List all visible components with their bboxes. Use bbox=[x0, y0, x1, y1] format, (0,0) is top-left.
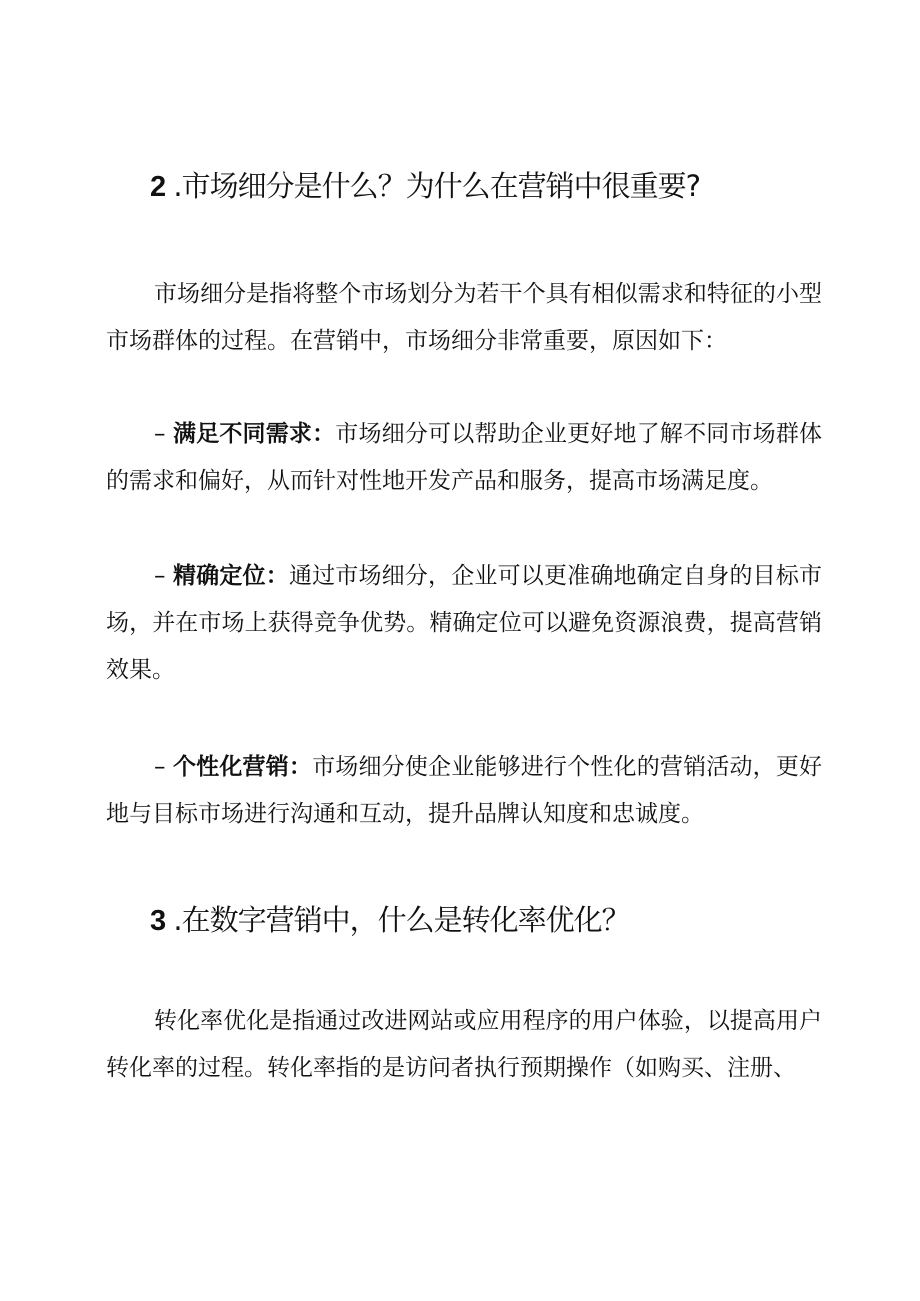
bullet-text: 市场细分可以帮助企业更好地了解不同市场群体的需求和偏好，从而针对性地开发产品和服务，提高市场满足度。 bbox=[106, 421, 823, 494]
bullet-term: 满足不同需求： bbox=[173, 421, 336, 447]
dash-marker: – bbox=[154, 421, 173, 447]
dash-marker: – bbox=[154, 563, 173, 589]
bullet-text: 通过市场细分，企业可以更准确地确定自身的目标市场，并在市场上获得竞争优势。精确定位可以避免资源浪费，提高营销效果。 bbox=[106, 563, 823, 683]
intro-paragraph bbox=[106, 271, 822, 365]
heading-text: .市场细分是什么？为什么在营销中很重要? bbox=[165, 169, 700, 203]
heading-number: 2 bbox=[150, 171, 166, 203]
section-heading-3 bbox=[150, 902, 850, 939]
bullet-paragraph bbox=[106, 411, 822, 505]
bullet-paragraph bbox=[106, 744, 822, 838]
heading-text: .在数字营销中，什么是转化率优化？ bbox=[165, 903, 630, 937]
paragraph-text: 转化率优化是指通过改进网站或应用程序的用户体验，以提高用户转化率的过程。转化率指的是访问者执行预期操作（如购买、注册、 bbox=[106, 1008, 822, 1081]
bullet-term: 个性化营销： bbox=[173, 754, 313, 780]
bullet-term: 精确定位： bbox=[173, 563, 289, 589]
intro-paragraph bbox=[106, 998, 822, 1092]
heading-number: 3 bbox=[150, 905, 166, 937]
bullet-text: 市场细分使企业能够进行个性化的营销活动，更好地与目标市场进行沟通和互动，提升品牌认知度和忠诚度。 bbox=[106, 754, 823, 827]
bullet-paragraph bbox=[106, 553, 822, 694]
section-heading-2 bbox=[150, 168, 850, 205]
dash-marker: – bbox=[154, 754, 173, 780]
paragraph-text: 市场细分是指将整个市场划分为若干个具有相似需求和特征的小型市场群体的过程。在营销中，市场细分非常重要，原因如下： bbox=[106, 281, 822, 354]
